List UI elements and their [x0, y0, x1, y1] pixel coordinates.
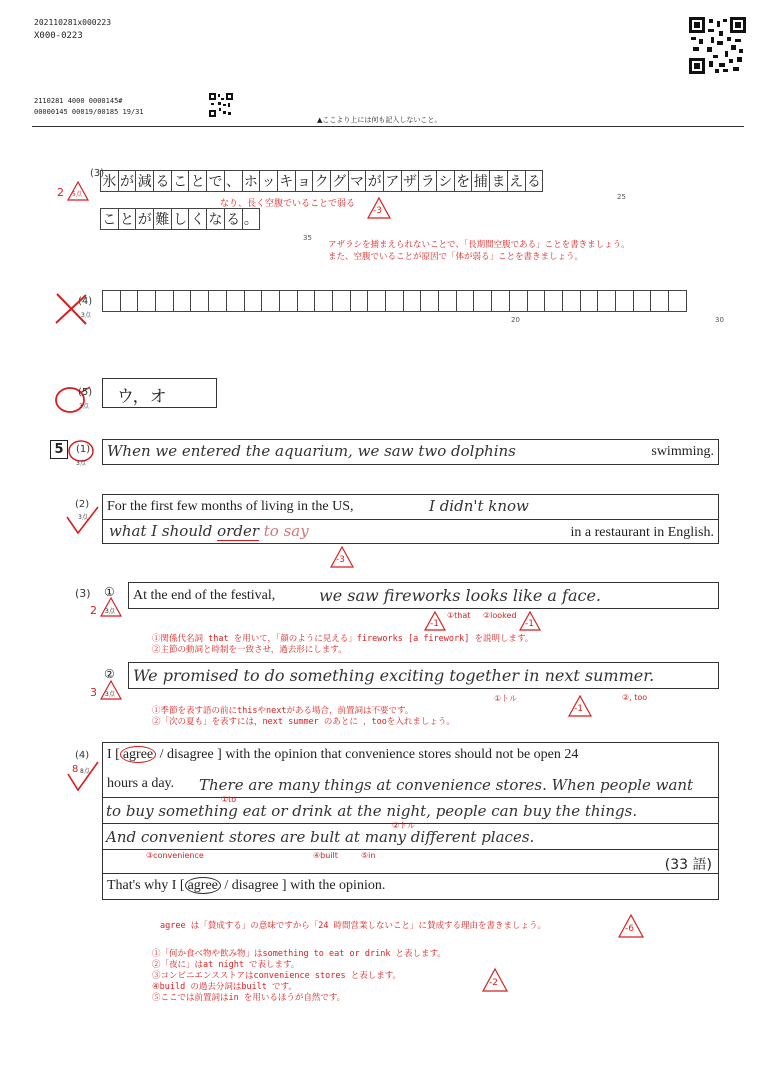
q3-insert-note: なり、長く空腹でいることで弱る	[220, 199, 356, 209]
grid-cell	[580, 290, 599, 312]
grid-cell: ッ	[259, 170, 278, 192]
s5q3-2-max-triangle	[100, 680, 122, 700]
grid-cell	[650, 290, 669, 312]
s5q4-feedback-item: ③コンビニエンスストアはconvenience stores と表します。	[152, 971, 402, 981]
grid-cell: ク	[312, 170, 331, 192]
s5q4-mark-1: ①to	[221, 795, 237, 804]
grid-cell	[420, 290, 439, 312]
grid-cell	[279, 290, 298, 312]
grid-cell: ア	[383, 170, 402, 192]
grid-cell: ラ	[418, 170, 437, 192]
grid-cell: る	[153, 170, 172, 192]
s5q2-deduct-triangle	[330, 546, 354, 568]
grid-cell	[456, 290, 475, 312]
s5q2-check-icon	[64, 505, 100, 535]
s5q4-check-icon	[64, 758, 100, 792]
q3-score: 2	[57, 186, 64, 199]
q3-feedback-2: また、空腹でいることが原因で「体が弱る」ことを書きましょう。	[328, 252, 584, 262]
grid-cell: マ	[348, 170, 367, 192]
s5q3-2-feedback-2: ②「次の夏も」を表すには，next summer のあとに ，tooを入れましょう。	[152, 717, 455, 727]
page-info: 00000145 00019/00185 19/31	[34, 108, 144, 116]
s5q3-1-answer-box	[128, 582, 719, 609]
wrong-cross-icon	[52, 290, 92, 328]
grid-cell: な	[206, 208, 225, 230]
s5q4-prompt-line2: hours a day.	[107, 776, 175, 791]
grid-cell	[385, 290, 404, 312]
grid-cell: 難	[153, 208, 172, 230]
s5q4-feedback-list	[152, 949, 446, 1004]
s5q3-2-mark2: ②, too	[622, 693, 648, 702]
s5q4-closing1: That's why I [	[107, 878, 185, 893]
s5q3-1-deduct2-triangle	[519, 611, 541, 631]
grid-cell	[102, 290, 121, 312]
s5q1-answer: When we entered the aquarium, we saw two dolphins	[107, 442, 516, 460]
s5q3-1-deduct2: -1	[525, 619, 534, 629]
grid-cell: え	[507, 170, 526, 192]
grid-cell: 氷	[100, 170, 119, 192]
s5q3-2-answer: We promised to do something exciting together in next summer.	[133, 666, 655, 685]
s5q4-essay-line2: to buy something eat or drink at the night, people can buy the things.	[106, 802, 638, 820]
grid-cell	[190, 290, 209, 312]
s5q3-2-feedback-1: ①季節を表す語の前にthisやnextがある場合，前置詞は不要です。	[152, 706, 414, 716]
q3-deduct-triangle	[367, 197, 391, 219]
grid-cell	[120, 290, 139, 312]
grid-cell: ホ	[242, 170, 261, 192]
grid-cell: と	[118, 208, 137, 230]
grid-cell: 減	[135, 170, 154, 192]
grid-cell: 。	[242, 208, 261, 230]
grid-cell: キ	[277, 170, 296, 192]
grid-cell: ま	[489, 170, 508, 192]
s5q2-answer-2b: order	[217, 522, 260, 540]
s5q4-mark-2: ②トル	[392, 821, 416, 830]
grid-cell: シ	[436, 170, 455, 192]
s5q3-1-feedback-1: ①関係代名詞 that を用いて，「顔のように見える」fireworks [a firework] を説明します。	[152, 634, 534, 644]
s5q4-essay-line3: And convenient stores are bult at many different places.	[106, 828, 535, 846]
small-qr-icon	[209, 93, 233, 117]
grid-cell: が	[135, 208, 154, 230]
s5q4-prompt2: / disagree ] with the opinion that convenience stores should not be open 24	[156, 747, 579, 762]
s5q4-mark-3: ③convenience	[146, 851, 204, 860]
q4-count-30: 30	[715, 316, 724, 324]
grid-cell: が	[365, 170, 384, 192]
s5q3-2-max: 3点	[105, 691, 115, 698]
s5q2-answer-2	[109, 522, 309, 540]
grid-cell	[314, 290, 333, 312]
grid-cell	[597, 290, 616, 312]
s5q4-line-3	[103, 849, 718, 850]
s5q1-label: (1)	[76, 444, 91, 455]
grid-cell: ョ	[295, 170, 314, 192]
grid-cell	[350, 290, 369, 312]
q4-max: 3点	[81, 312, 91, 319]
grid-cell: で	[206, 170, 225, 192]
grid-cell: 捕	[471, 170, 490, 192]
s5q1-suffix: swimming.	[651, 444, 714, 459]
section-5-number: 5	[50, 440, 68, 459]
q3-max-triangle	[67, 181, 89, 201]
s5q4-feedback-item: ②「夜に」はat night で表します。	[152, 960, 300, 970]
grid-cell: ザ	[401, 170, 420, 192]
grid-cell	[332, 290, 351, 312]
grid-cell	[544, 290, 563, 312]
s5q4-feedback-main: agree は「賛成する」の意味ですから「24 時間営業しないこと」に賛成する理由を書きましょう。	[160, 921, 547, 931]
s5q3-1-feedback-2: ②主節の動詞と時制を一致させ，過去形にします。	[152, 645, 347, 655]
grid-cell	[473, 290, 492, 312]
grid-cell: こ	[100, 208, 119, 230]
grid-cell	[244, 290, 263, 312]
s5q4-mark-5: ⑤in	[361, 851, 376, 860]
s5q4-deduct1-triangle	[618, 914, 644, 938]
q3-count-25: 25	[617, 193, 626, 201]
s5q4-agree-circled: agree	[120, 746, 156, 763]
grid-cell: る	[525, 170, 544, 192]
s5q3-2-score: 3	[90, 686, 97, 699]
s5q1-max: 3点	[76, 460, 86, 467]
q3-grid-row2	[100, 208, 259, 230]
q3-count-35: 35	[303, 234, 312, 242]
s5q2-answer-2a: what I should	[109, 522, 218, 540]
header-divider	[32, 126, 744, 127]
s5q3-1-mark2: ②looked	[483, 611, 517, 620]
grid-cell	[173, 290, 192, 312]
s5q3-2-deduct: -1	[574, 704, 583, 714]
s5q4-word-count: (33 語)	[664, 857, 712, 873]
grid-cell: を	[454, 170, 473, 192]
grid-cell	[668, 290, 687, 312]
s5q4-label: (4)	[75, 750, 90, 761]
s5q3-1-prompt: At the end of the festival,	[133, 588, 276, 603]
form-code: 202110281x000223	[34, 18, 112, 27]
s5q2-max: 3点	[78, 514, 88, 521]
s5q4-deduct2-triangle	[482, 968, 508, 992]
s5q3-2-deduct-triangle	[568, 695, 592, 717]
grid-cell	[438, 290, 457, 312]
s5q2-prompt: For the first few months of living in the US,	[107, 499, 354, 514]
s5q4-feedback-item: ⑤ここでは前置詞はin を用いるほうが自然です。	[152, 993, 346, 1003]
s5q4-prompt-line1	[107, 747, 578, 763]
grid-cell: と	[188, 170, 207, 192]
s5q3-1-max-triangle	[100, 597, 122, 617]
grid-cell	[403, 290, 422, 312]
s5q4-closing2: / disagree ] with the opinion.	[220, 878, 386, 893]
s5q4-line-4	[103, 873, 718, 874]
grid-cell	[562, 290, 581, 312]
grid-cell	[261, 290, 280, 312]
grid-cell: こ	[171, 170, 190, 192]
q3-feedback-1: アザラシを捕まえられないことで、「長期間空腹である」ことを書きましょう。	[328, 240, 630, 250]
grid-cell	[491, 290, 510, 312]
s5q3-1-score: 2	[90, 604, 97, 617]
s5q2-answer-box	[102, 494, 719, 544]
grid-cell	[527, 290, 546, 312]
q5-answer: ウ，オ	[117, 387, 167, 407]
grid-cell: 、	[224, 170, 243, 192]
s5q4-feedback-item: ④build の過去分詞はbuilt です。	[152, 982, 297, 992]
s5q3-2-answer-box	[128, 662, 719, 689]
s5q4-mark-4: ④built	[313, 851, 338, 860]
q4-count-20: 20	[511, 316, 520, 324]
s5q4-prompt1: I [	[107, 747, 120, 762]
s5q4-score: 8	[72, 764, 79, 775]
s5q3-1-deduct1: -1	[430, 619, 439, 629]
s5q2-suffix: in a restaurant in English.	[570, 525, 714, 540]
q5-answer-box	[102, 378, 217, 408]
grid-cell: く	[188, 208, 207, 230]
q3-deduct: -3	[373, 206, 382, 216]
s5q2-label: (2)	[75, 499, 90, 510]
q3-max: 5点	[72, 191, 82, 198]
write-notice: ▲ここより上には何も記入しないこと。	[317, 116, 442, 124]
s5q2-divider	[103, 519, 718, 520]
s5q3-1-mark1: ①that	[447, 611, 471, 620]
grid-cell	[208, 290, 227, 312]
s5q2-answer-1: I didn't know	[429, 497, 529, 515]
s5q1-answer-box	[102, 439, 719, 465]
q3-grid-row1	[100, 170, 542, 192]
batch-info: 2110281 4000 0000145#	[34, 97, 123, 105]
q4-label: (4)	[78, 296, 93, 307]
grid-cell: し	[171, 208, 190, 230]
grid-cell: グ	[330, 170, 349, 192]
s5q2-deduct: -3	[336, 555, 345, 565]
s5q4-deduct2: -2	[489, 978, 498, 988]
s5q4-feedback-item: ①「何か食べ物や飲み物」はsomething to eat or drink と表します。	[152, 949, 446, 959]
s5q3-1-deduct1-triangle	[424, 611, 446, 631]
grid-cell: る	[224, 208, 243, 230]
s5q4-line-1	[103, 797, 718, 798]
s5q3-2-mark1: ①トル	[494, 694, 518, 703]
s5q4-closing	[107, 878, 385, 894]
s5q4-max: 8点	[80, 768, 90, 775]
grid-cell	[509, 290, 528, 312]
q3-label: (3)	[90, 168, 105, 179]
s5q4-essay-line1: There are many things at convenience stores. When people want	[199, 776, 694, 794]
grid-cell	[633, 290, 652, 312]
s5q3-2-num: ②	[104, 667, 115, 681]
q4-grid	[102, 290, 686, 312]
form-id: X000-0223	[34, 31, 83, 41]
s5q4-closing-agree-circled: agree	[185, 877, 221, 894]
s5q3-1-answer: we saw fireworks looks like a face.	[319, 586, 601, 605]
grid-cell	[615, 290, 634, 312]
grid-cell	[155, 290, 174, 312]
grid-cell	[367, 290, 386, 312]
s5q4-deduct1: -6	[625, 924, 634, 934]
grid-cell: が	[118, 170, 137, 192]
s5q3-1-max: 3点	[105, 608, 115, 615]
grid-cell	[137, 290, 156, 312]
grid-cell	[297, 290, 316, 312]
q5-label: (5)	[78, 387, 93, 398]
s5q2-answer-2c: to say	[259, 522, 309, 540]
q5-max: 3点	[79, 403, 89, 410]
s5q3-label: (3)	[75, 587, 91, 600]
qr-code-icon	[689, 17, 746, 74]
s5q3-1-num: ①	[104, 585, 115, 599]
grid-cell	[226, 290, 245, 312]
